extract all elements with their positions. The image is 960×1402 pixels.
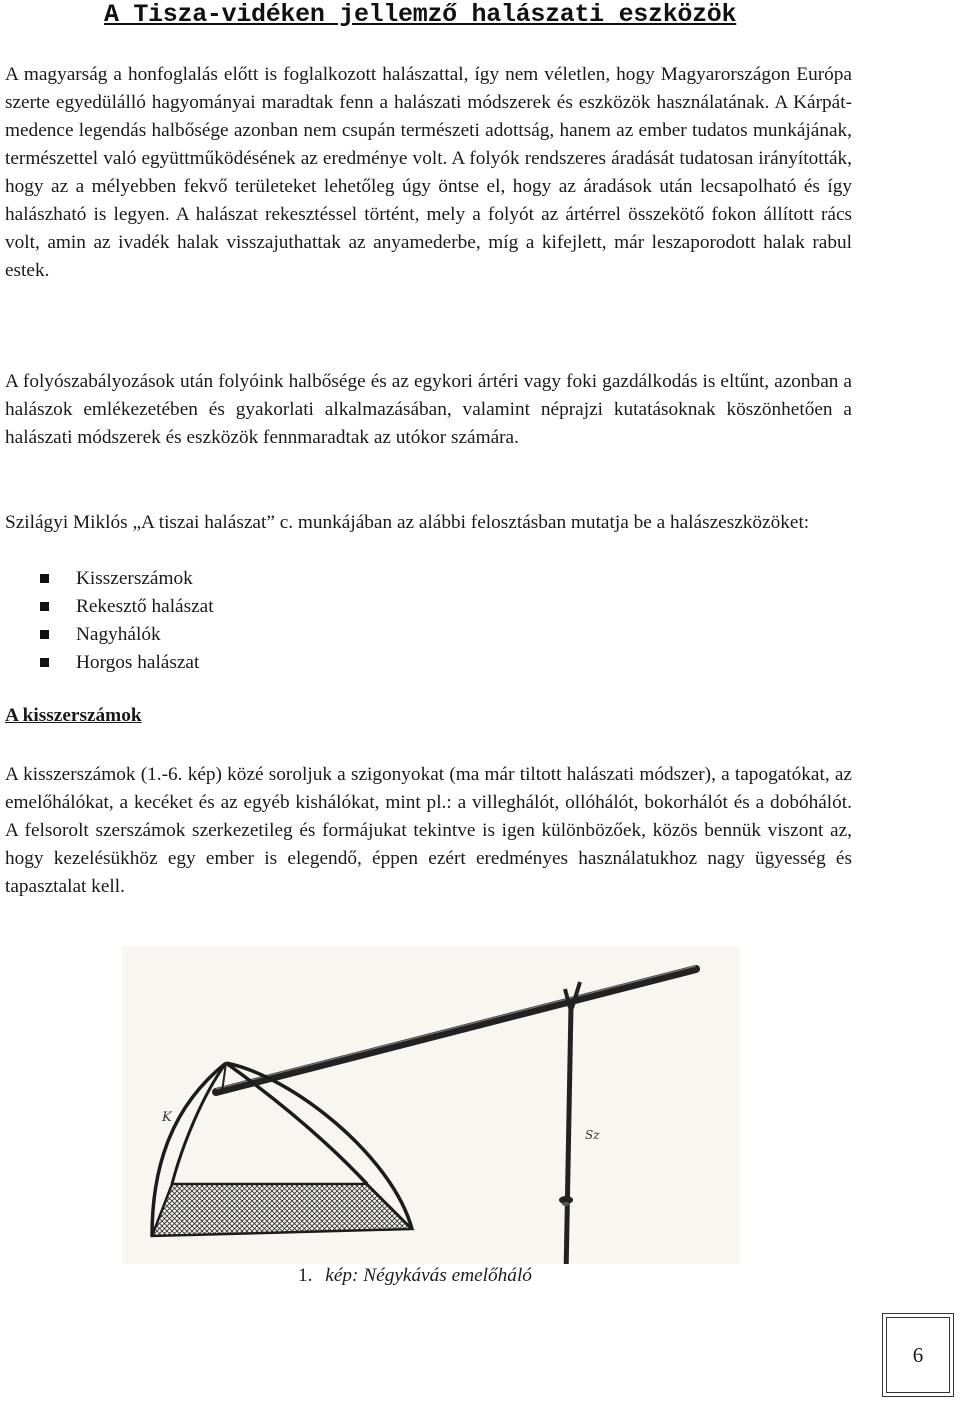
section-heading: A kisszerszámok [5,705,142,726]
classification-paragraph: Szilágyi Miklós „A tiszai halászat” c. munkájában az alábbi felosztásban mutatja be a halászeszközöket: [5,512,810,533]
square-bullet-icon [40,658,49,667]
tool-category-list [40,565,214,677]
figure-label-left: K [162,1110,172,1125]
list-item [40,565,214,593]
square-bullet-icon [40,602,49,611]
list-item-label: Rekesztő halászat [76,596,214,617]
square-bullet-icon [40,574,49,583]
small-tools-paragraph: A kisszerszámok (1.-6. kép) közé soroljuk a szigonyokat (ma már tiltott halászati módszer), a tapogatókat, az emelőhálókat, a kecéket és az egyéb kishálókat, mint pl.: a villeghálót, ollóhálót, bokorhálót és a dobóhálót. A felsorolt szerszámok szerkezetileg és formájukat tekintve is igen különbözőek, közös bennük viszont az, hogy kezelésükhöz egy ember is elegendő, éppen ezért eredményes használatukhoz nagy ügyesség és tapasztalat kell. [5,764,852,897]
intro-paragraph: A magyarság a honfoglalás előtt is foglalkozott halászattal, így nem véletlen, hogy Magyarországon Európa szerte egyedülálló hagyományai maradtak fenn a halászati módszerek és eszközök használatának. A Kárpát-medence legendás halbősége azonban nem csupán természeti adottság, hanem az ember tudatos munkájának, természettel való együttműködésének az eredménye volt. A folyók rendszeres áradását tudatosan irányították, hogy az a mélyebben fekvő területeket lehetőleg úgy öntse el, hogy az áradások után lecsapolható és így halászható is legyen. A halászat rekesztéssel történt, mely a folyót az ártérrel összekötő fokon állított rács volt, amin az ivadék halak visszajuthattak az anyamederbe, míg a kifejlett, már leszaporodott halak rabul estek. [5,64,852,281]
list-item [40,649,214,677]
net-mesh-shape [152,1184,412,1236]
list-item-label: Horgos halászat [76,652,200,673]
lift-net-drawing [122,946,740,1264]
list-item-label: Kisszerszámok [76,568,193,589]
list-item-label: Nagyhálók [76,624,161,645]
river-regulation-paragraph: A folyószabályozások után folyóink halbősége és az egykori ártéri vagy foki gazdálkodás is eltűnt, azonban a halászok emlékezetében és gyakorlati alkalmazásában, valamint néprajzi kutatásoknak köszönhetően a halászati módszerek és eszközök fennmaradtak az utókor számára. [5,371,852,448]
list-item [40,593,214,621]
square-bullet-icon [40,630,49,639]
caption-number: 1. [298,1265,313,1286]
page-number-box [882,1313,954,1397]
pole-shape [216,969,696,1092]
lift-net-illustration [122,946,740,1264]
figure-label-right: Sz [585,1128,600,1142]
list-item [40,621,214,649]
page-title: A Tisza-vidéken jellemző halászati eszközök [104,0,737,29]
page-number: 6 [886,1317,950,1393]
caption-text: kép: Négykávás emelőháló [325,1265,532,1286]
stick-shape [566,1006,571,1264]
figure-caption [298,1265,532,1287]
